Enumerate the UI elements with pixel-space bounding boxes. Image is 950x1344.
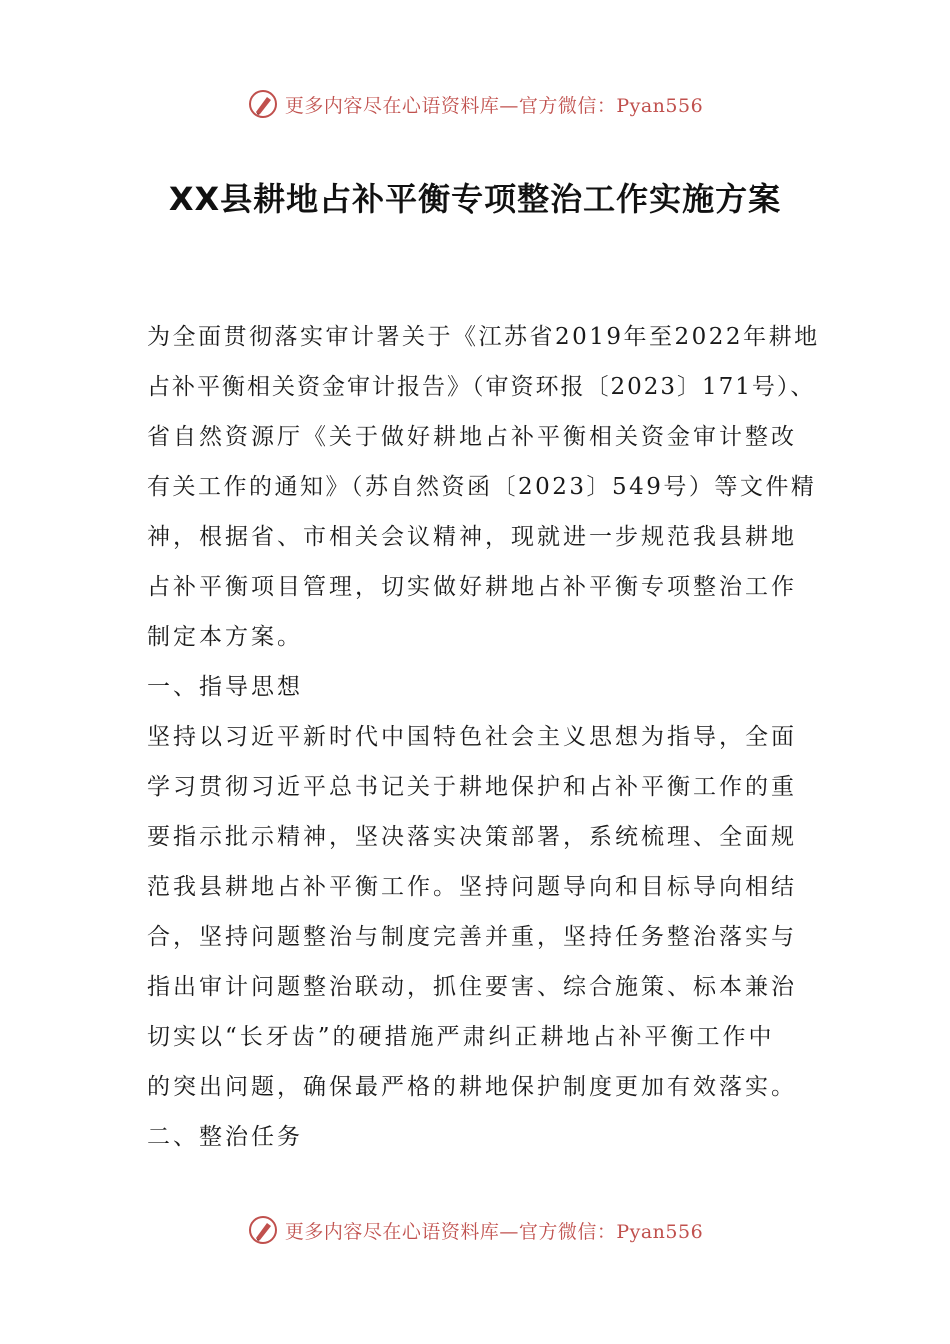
section-heading: 一、指导思想 — [147, 674, 303, 700]
paragraph-line: 要指示批示精神，坚决落实决策部署，系统梳理、全面规 — [147, 824, 797, 850]
paragraph-line: 指出审计问题整治联动，抓住要害、综合施策、标本兼治 — [147, 974, 797, 1000]
watermark-text: 更多内容尽在心语资料库—官方微信：Pyan556 — [284, 1220, 704, 1243]
paragraph-line: 制定本方案。 — [147, 624, 303, 650]
pen-nib-circle-icon — [247, 1214, 279, 1246]
watermark-footer — [0, 1210, 950, 1250]
paragraph-line: 省自然资源厅《关于做好耕地占补平衡相关资金审计整改 — [147, 424, 797, 450]
section-heading: 二、整治任务 — [147, 1124, 303, 1150]
paragraph-line: 合，坚持问题整治与制度完善并重，坚持任务整治落实与 — [147, 924, 797, 950]
watermark-header — [0, 84, 950, 124]
paragraph-line: 范我县耕地占补平衡工作。坚持问题导向和目标导向相结 — [147, 874, 797, 900]
paragraph-line: 占补平衡相关资金审计报告》（审资环报〔2023〕171号）、 — [147, 374, 816, 400]
paragraph-line: 的突出问题，确保最严格的耕地保护制度更加有效落实。 — [147, 1074, 797, 1100]
pen-nib-circle-icon — [247, 88, 279, 120]
paragraph-line: 为全面贯彻落实审计署关于《江苏省2019年至2022年耕地 — [147, 324, 820, 350]
paragraph-line: 切实以“长牙齿”的硬措施严肃纠正耕地占补平衡工作中 — [147, 1024, 775, 1050]
document-body — [147, 312, 827, 1162]
paragraph-line: 神，根据省、市相关会议精神，现就进一步规范我县耕地 — [147, 524, 797, 550]
paragraph-line: 有关工作的通知》（苏自然资函〔2023〕549号）等文件精 — [147, 474, 817, 500]
paragraph-line: 坚持以习近平新时代中国特色社会主义思想为指导，全面 — [147, 724, 797, 750]
paragraph-line: 学习贯彻习近平总书记关于耕地保护和占补平衡工作的重 — [147, 774, 797, 800]
document-title: XX县耕地占补平衡专项整治工作实施方案 — [168, 180, 782, 218]
paragraph-line: 占补平衡项目管理，切实做好耕地占补平衡专项整治工作 — [147, 574, 797, 600]
watermark-text: 更多内容尽在心语资料库—官方微信：Pyan556 — [284, 94, 704, 117]
